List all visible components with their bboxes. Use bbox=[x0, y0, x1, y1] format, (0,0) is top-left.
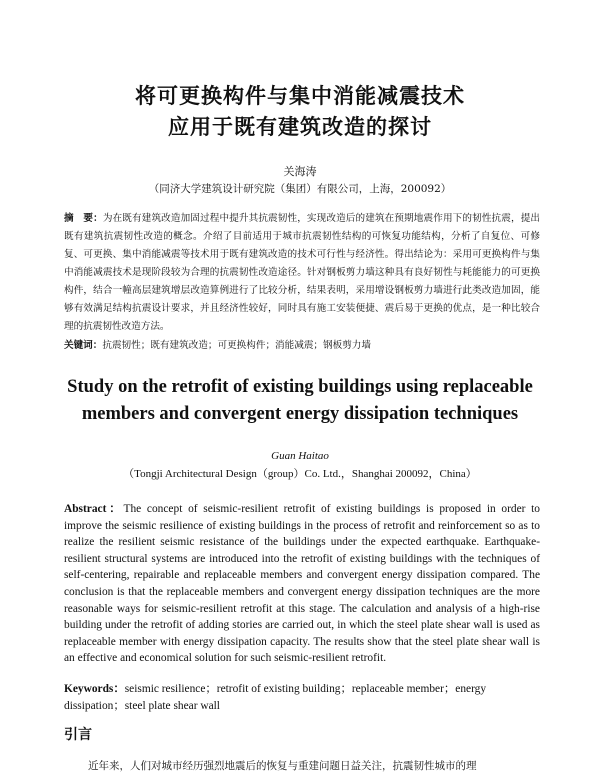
abstract-cn-label: 摘 要： bbox=[64, 213, 103, 224]
keywords-cn-text: 抗震韧性；既有建筑改造；可更换构件；消能减震；钢板剪力墙 bbox=[102, 340, 371, 351]
title-en-line-1: Study on the retrofit of existing buildings using replaceable bbox=[67, 377, 533, 397]
keywords-en-text: seismic resilience；retrofit of existing building；replaceable member；energy dissipation；steel plate shear wall bbox=[64, 683, 487, 712]
title-en-line-2: members and convergent energy dissipation techniques bbox=[81, 404, 519, 424]
keywords-en-label: Keywords： bbox=[64, 683, 125, 695]
abstract-cn bbox=[64, 210, 540, 336]
abstract-en-text: The concept of seismic-resilient retrofit of existing buildings is proposed in order to improve the seismic resilience of existing buildings in the process of retrofit and reinforcement so as to realize the resilient seismic resistance of the buildings under the expected earthquake. Earthquake-resilient structural systems are introduced into the retrofit of existing buildings with the techniques of self-centering, repairable and replaceable members and convergent energy dissipation compared. The conclusion is that the replaceable members and convergent energy dissipation techniques are the more reasonable ways for seismic-resilient retrofit at this stage. The calculation and analysis of a high-rise building under the retrofit of adding stories are carried out, in which the steel plate shear wall is used as replaceable member with energy dissipation capacity. The results show that the steel plate shear wall is an effective and economical solution for such seismic-resilient retrofit. bbox=[64, 503, 540, 665]
title-cn-line-1: 将可更换构件与集中消能减震技术 bbox=[135, 84, 465, 108]
keywords-en bbox=[64, 681, 540, 714]
section-heading-introduction: 引言 bbox=[64, 727, 92, 743]
author-en: Guan Haitao bbox=[271, 450, 329, 462]
title-cn-line-2: 应用于既有建筑改造的探讨 bbox=[168, 115, 432, 139]
keywords-cn bbox=[64, 337, 540, 355]
author-cn: 关海涛 bbox=[283, 165, 317, 178]
keywords-cn-label: 关键词： bbox=[64, 340, 103, 351]
abstract-en bbox=[64, 501, 540, 667]
affiliation-en: （Tongji Architectural Design（group）Co. Ltd.，Shanghai 200092，China） bbox=[123, 468, 477, 480]
body-text-first-line: 近年来，人们对城市经历强烈地震后的恢复与重建问题日益关注，抗震韧性城市的理 bbox=[88, 760, 477, 772]
abstract-en-label: Abstract： bbox=[64, 503, 124, 515]
abstract-cn-text: 为在既有建筑改造加固过程中提升其抗震韧性，实现改造后的建筑在预期地震作用下的韧性抗震，提出既有建筑抗震韧性改造的概念。介绍了目前适用于城市抗震韧性结构的可恢复功能结构，分析了自复位、可修复、可更换、集中消能减震等技术用于既有建筑改造的技术可行性与经济性。得出结论为：采用可更换构件与集中消能减震技术是现阶段较为合理的抗震韧性改造途径。针对钢板剪力墙这种具有良好韧性与耗能能力的可更换构件，结合一幢高层建筑增层改造算例进行了比较分析，结果表明，采用增设钢板剪力墙进行此类改造加固，能够有效满足结构抗震设计要求，并且经济性较好，同时具有施工安装便捷、震后易于更换的优点，是一种比较合理的抗震韧性改造方法。 bbox=[64, 213, 541, 332]
affiliation-cn: （同济大学建筑设计研究院（集团）有限公司，上海，200092） bbox=[148, 183, 452, 195]
